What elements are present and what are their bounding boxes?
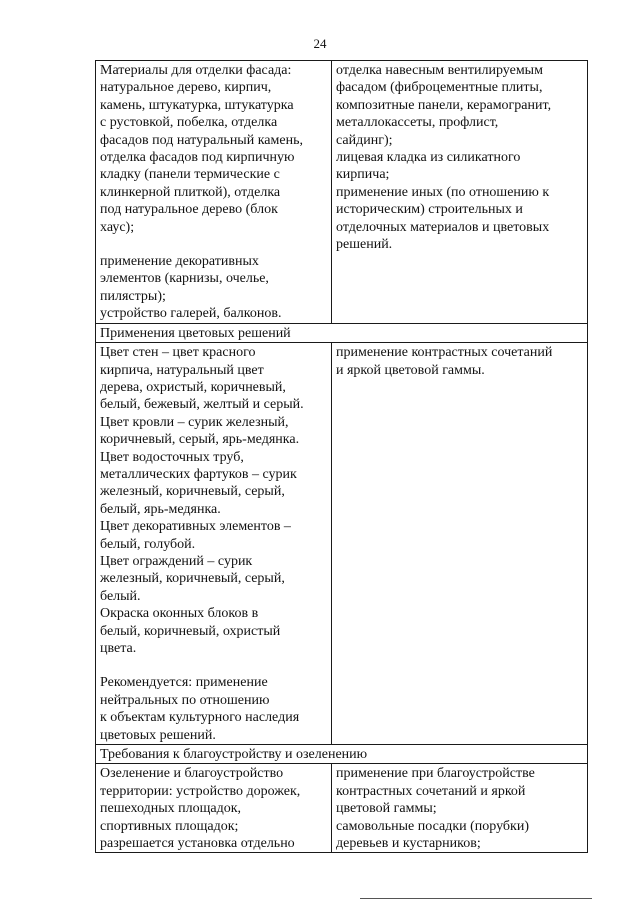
text-line: белый, ярь-медянка. [100,501,221,517]
text-line: клинкерной плиткой), отделка [100,184,281,200]
paragraph [100,305,327,322]
text-line: деревьев и кустарников; [336,836,481,852]
text-line: дерева, охристый, коричневый, [100,379,286,395]
text-line: с рустовкой, побелка, отделка [100,115,278,131]
text-line: сайдинг); [336,132,393,148]
table-row-section-landscaping [96,745,588,764]
paragraph [336,765,583,817]
text-line: белый. [100,588,141,604]
text-line: спортивных площадок; [100,818,239,834]
table-row-colors [96,343,588,745]
text-line: территории: устройство дорожек, [100,783,301,799]
text-line: разрешается установка отдельно [100,836,295,852]
text-line: Озеленение и благоустройство [100,766,284,782]
paragraph [100,518,327,553]
text-line: пилястры); [100,288,166,304]
text-line: пешеходных площадок, [100,801,241,817]
text-line: отделка фасадов под кирпичную [100,150,295,166]
paragraph [336,149,583,184]
text-line: Рекомендуется: применение [100,675,268,691]
text-line: Цвет стен – цвет красного [100,345,256,361]
paragraph [100,605,327,657]
text-line: кирпича, натуральный цвет [100,362,264,378]
text-line: применение при благоустройстве [336,766,535,782]
table-row-materials [96,61,588,324]
section-heading-landscaping: Требования к благоустройству и озеленению [96,745,588,764]
page-number: 24 [313,36,327,51]
text-line: лицевая кладка из силикатного [336,150,521,166]
paragraph [100,674,327,744]
text-line: кладку (панели термические с [100,167,280,183]
paragraph [336,818,583,853]
bottom-divider [360,898,592,899]
text-line: историческим) строительных и [336,202,523,218]
paragraph [100,62,327,236]
paragraph [100,765,327,835]
text-line: нейтральных по отношению [100,692,270,708]
text-line: железный, коричневый, серый, [100,484,285,500]
text-line: композитные панели, керамогранит, [336,97,552,113]
text-line: под натуральное дерево (блок [100,202,278,218]
text-line: кирпича; [336,167,390,183]
text-line: фасадов под натуральный камень, [100,132,303,148]
right-cell-landscaping [332,764,588,853]
text-line: Окраска оконных блоков в [100,606,259,622]
text-line: применение иных (по отношению к [336,184,550,200]
text-line: белый, голубой. [100,536,196,552]
text-line: белый, коричневый, охристый [100,623,281,639]
text-line: к объектам культурного наследия [100,710,300,726]
text-line: металлокассеты, профлист, [336,115,499,131]
text-line: устройство галерей, балконов. [100,306,282,322]
text-line: элементов (карнизы, очелье, [100,271,269,287]
regulations-table [95,60,588,853]
text-line: железный, коричневый, серый, [100,571,285,587]
text-line: коричневый, серый, ярь-медянка. [100,432,300,448]
paragraph [100,253,327,305]
text-line: Материалы для отделки фасада: [100,63,292,78]
text-line: хаус); [100,219,135,235]
paragraph [100,344,327,414]
text-line: отделка навесным вентилируемым [336,63,543,78]
left-cell-landscaping [96,764,332,853]
paragraph-gap [100,657,327,674]
text-line: белый, бежевый, желтый и серый. [100,397,304,413]
text-line: цветовых решений. [100,727,216,743]
text-line: применение декоративных [100,254,259,270]
text-line: Цвет ограждений – сурик [100,553,253,569]
paragraph [100,414,327,449]
text-line: применение контрастных сочетаний [336,345,553,361]
text-line: цветовой гаммы; [336,801,437,817]
paragraph [336,344,583,379]
left-cell-colors [96,343,332,745]
text-line: металлических фартуков – сурик [100,466,297,482]
text-line: и яркой цветовой гаммы. [336,362,485,378]
left-cell-materials [96,61,332,324]
text-line: решений. [336,237,393,253]
paragraph-gap [100,236,327,253]
text-line: Цвет водосточных труб, [100,449,244,465]
paragraph [100,835,327,852]
paragraph [336,184,583,254]
text-line: цвета. [100,641,137,656]
text-line: фасадом (фиброцементные плиты, [336,80,543,96]
text-line: Цвет декоративных элементов – [100,519,291,535]
text-line: контрастных сочетаний и яркой [336,783,526,799]
paragraph [100,553,327,605]
right-cell-colors [332,343,588,745]
section-heading-colors: Применения цветовых решений [96,323,588,342]
table-row-landscaping [96,764,588,853]
text-line: самовольные посадки (порубки) [336,818,529,834]
text-line: камень, штукатурка, штукатурка [100,97,294,113]
table-row-section-colors [96,323,588,342]
paragraph [100,449,327,519]
paragraph [336,62,583,149]
right-cell-materials [332,61,588,324]
text-line: натуральное дерево, кирпич, [100,80,272,96]
text-line: отделочных материалов и цветовых [336,219,550,235]
text-line: Цвет кровли – сурик железный, [100,414,289,430]
